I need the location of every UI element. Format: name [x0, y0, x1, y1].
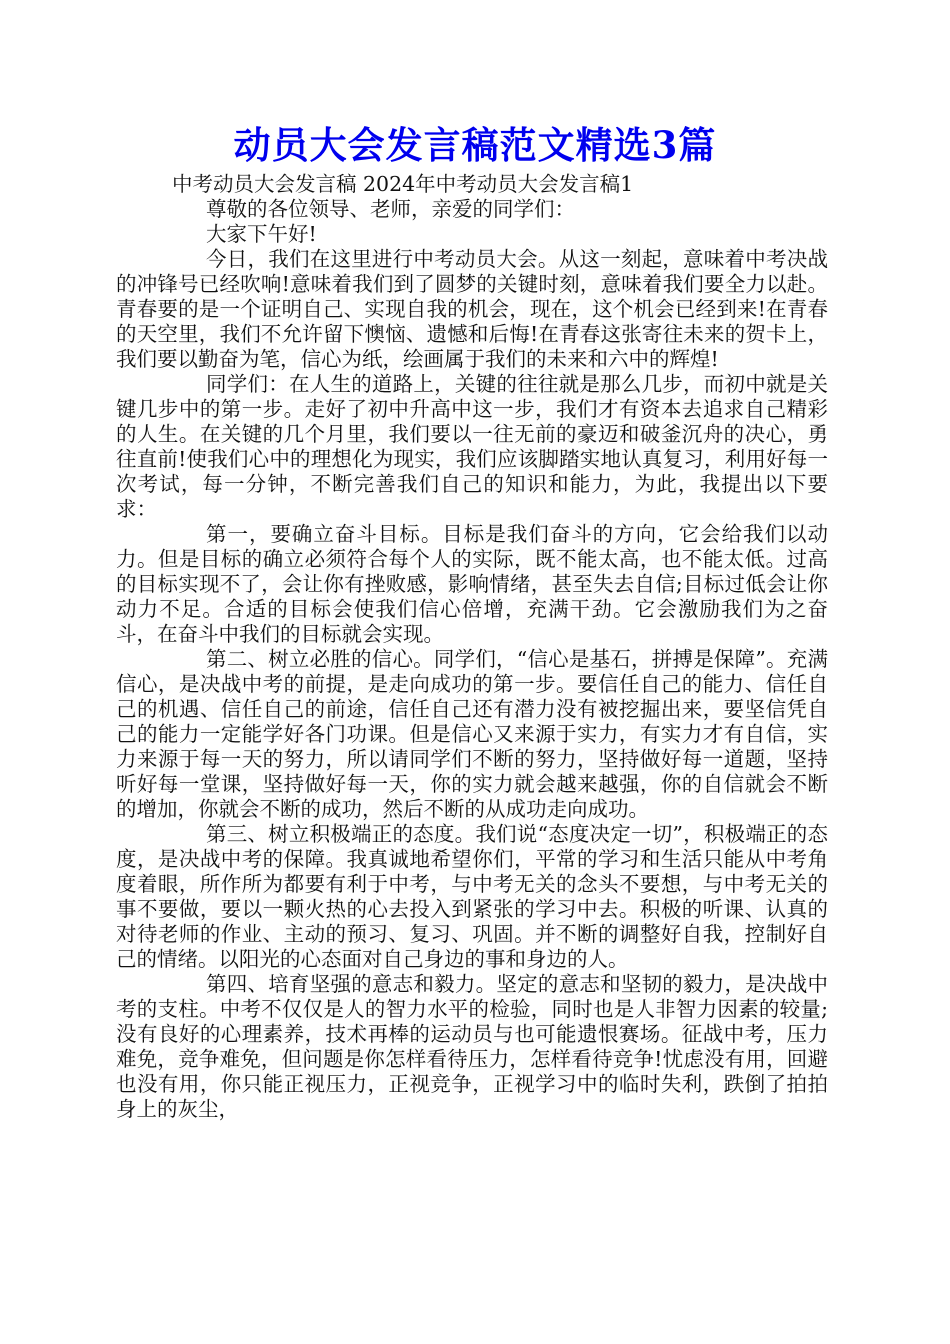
document-body	[116, 172, 828, 1122]
paragraph: 今日，我们在这里进行中考动员大会。从这一刻起，意味着中考决战的冲锋号已经吹响!意味着我们到了圆梦的关键时刻，意味着我们要全力以赴。青春要的是一个证明自己、实现自我的机会，现在，这个机会已经到来!在青春的天空里，我们不允许留下懊恼、遗憾和后悔!在青春这张寄往未来的贺卡上，我们要以勤奋为笔，信心为纸，绘画属于我们的未来和六中的辉煌!	[116, 247, 828, 371]
document-title: 动员大会发言稿范文精选3篇	[233, 123, 717, 167]
paragraph: 第一，要确立奋斗目标。目标是我们奋斗的方向，它会给我们以动力。但是目标的确立必须符合每个人的实际，既不能太高，也不能太低。过高的目标实现不了，会让你有挫败感，影响情绪，甚至失去自信;目标过低会让你动力不足。合适的目标会使我们信心倍增，充满干劲。它会激励我们为之奋斗，在奋斗中我们的目标就会实现。	[116, 522, 828, 646]
document-subtitle: 中考动员大会发言稿 2024年中考动员大会发言稿1	[172, 172, 634, 196]
paragraph: 同学们：在人生的道路上，关键的往往就是那么几步，而初中就是关键几步中的第一步。走好了初中升高中这一步，我们才有资本去追求自己精彩的人生。在关键的几个月里，我们要以一往无前的豪迈和破釜沉舟的决心，勇往直前!使我们心中的理想化为现实，我们应该脚踏实地认真复习，利用好每一次考试，每一分钟，不断完善我们自己的知识和能力，为此，我提出以下要求：	[116, 372, 828, 521]
paragraph: 第三、树立积极端正的态度。我们说“态度决定一切”，积极端正的态度，是决战中考的保障。我真诚地希望你们，平常的学习和生活只能从中考角度着眼，所作所为都要有利于中考，与中考无关的念头不要想，与中考无关的事不要做，要以一颗火热的心去投入到紧张的学习中去。积极的听课、认真的对待老师的作业、主动的预习、复习、巩固。并不断的调整好自我，控制好自己的情绪。以阳光的心态面对自己身边的事和身边的人。	[116, 822, 828, 971]
salutation: 尊敬的各位领导、老师，亲爱的同学们：	[206, 197, 575, 221]
greeting: 大家下午好!	[206, 222, 317, 246]
paragraph: 第二、树立必胜的信心。同学们，“信心是基石，拼搏是保障”。充满信心，是决战中考的前提，是走向成功的第一步。要信任自己的能力、信任自己的机遇、信任自己的前途，信任自己还有潜力没有被挖掘出来，要坚信凭自己的能力一定能学好各门功课。但是信心又来源于实力，有实力才有自信，实力来源于每一天的努力，所以请同学们不断的努力，坚持做好每一道题，坚持听好每一堂课，坚持做好每一天，你的实力就会越来越强，你的自信就会不断的增加，你就会不断的成功，然后不断的从成功走向成功。	[116, 647, 828, 821]
paragraph: 第四、培育坚强的意志和毅力。坚定的意志和坚韧的毅力，是决战中考的支柱。中考不仅仅是人的智力水平的检验，同时也是人非智力因素的较量;没有良好的心理素养，技术再棒的运动员与也可能遗恨赛场。征战中考，压力难免，竞争难免，但问题是你怎样看待压力，怎样看待竞争!忧虑没有用，回避也没有用，你只能正视压力，正视竞争，正视学习中的临时失利，跌倒了拍拍身上的灰尘，	[116, 972, 828, 1121]
